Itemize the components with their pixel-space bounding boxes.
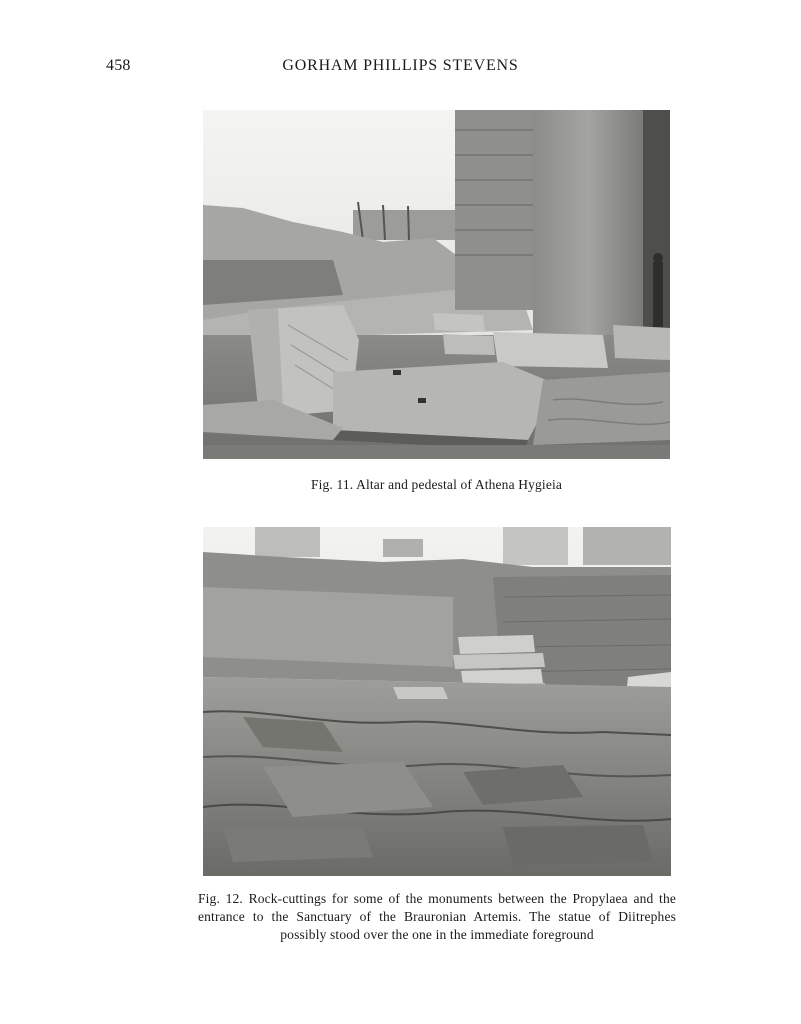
figure-12-caption: Fig. 12. Rock-cuttings for some of the monuments between the Propylaea and the entrance to the Sanctuary of the Brauronian Artemis. The statue of Diitrephes possibly stood over the one in the immediate foreground (198, 891, 676, 942)
figure-12-photo (203, 527, 671, 876)
figure-12-image (203, 527, 671, 876)
running-head: GORHAM PHILLIPS STEVENS (282, 57, 519, 74)
figure-11-photo (203, 110, 670, 459)
page-number: 458 (106, 57, 131, 74)
figure-11-image (203, 110, 670, 459)
figure-11-caption: Fig. 11. Altar and pedestal of Athena Hygieia (310, 477, 563, 492)
